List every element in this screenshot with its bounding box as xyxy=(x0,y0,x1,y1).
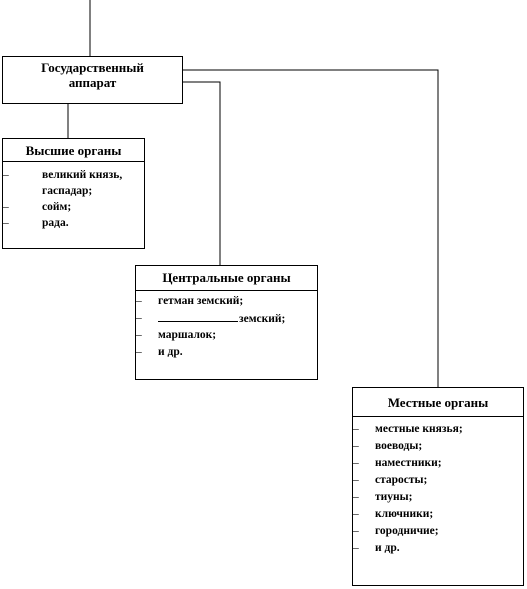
local-item-text: ключники; xyxy=(375,508,434,520)
list-item xyxy=(3,199,144,215)
central-organs-list xyxy=(136,293,317,361)
local-item-text: городничие; xyxy=(375,525,439,537)
state-apparatus-title-line2: аппарат xyxy=(68,75,117,90)
dash-marker: – xyxy=(3,217,9,229)
higher-organs-list xyxy=(3,167,144,231)
dash-marker: – xyxy=(3,169,9,181)
dash-marker: – xyxy=(353,525,359,537)
dash-marker: – xyxy=(136,312,142,324)
dash-marker: – xyxy=(353,491,359,503)
blank-underline xyxy=(158,310,238,322)
local-organs-box xyxy=(352,387,524,586)
list-item xyxy=(3,215,144,231)
higher-item-text: сойм; xyxy=(42,201,72,213)
central-organs-box xyxy=(135,265,318,380)
local-item-text: и др. xyxy=(375,542,400,554)
dash-marker: – xyxy=(353,423,359,435)
list-item xyxy=(353,455,523,472)
list-item xyxy=(136,344,317,361)
list-item xyxy=(136,293,317,310)
list-item xyxy=(136,310,317,327)
central-item-blank-row xyxy=(158,310,285,328)
central-organs-divider xyxy=(136,290,317,291)
list-item xyxy=(353,489,523,506)
dash-marker: – xyxy=(136,329,142,341)
dash-marker: – xyxy=(353,542,359,554)
local-item-text: наместники; xyxy=(375,457,442,469)
local-item-text: старосты; xyxy=(375,474,428,486)
state-apparatus-title-line1: Государственный xyxy=(41,60,144,75)
central-organs-title: Центральные органы xyxy=(162,270,291,285)
dash-marker: – xyxy=(3,201,9,213)
list-item xyxy=(3,183,144,199)
local-item-text: воеводы; xyxy=(375,440,423,452)
dash-marker: – xyxy=(353,508,359,520)
central-item-text: гетман земский; xyxy=(158,295,244,307)
higher-item-text: рада. xyxy=(42,217,69,229)
list-item xyxy=(136,327,317,344)
dash-marker: – xyxy=(353,457,359,469)
central-item-text: и др. xyxy=(158,346,183,358)
higher-organs-box xyxy=(2,138,145,249)
local-item-text: тиуны; xyxy=(375,491,413,503)
local-organs-divider xyxy=(353,416,523,417)
dash-marker: – xyxy=(353,474,359,486)
list-item xyxy=(353,506,523,523)
connector-to-central xyxy=(183,82,220,265)
central-item-text: земский; xyxy=(239,313,286,325)
local-organs-title: Местные органы xyxy=(387,395,489,410)
local-item-text: местные князья; xyxy=(375,423,463,435)
state-apparatus-box xyxy=(2,56,183,104)
higher-item-text: великий князь, xyxy=(42,169,123,181)
higher-organs-divider xyxy=(3,161,144,162)
state-apparatus-title xyxy=(3,57,182,90)
dash-marker: – xyxy=(136,346,142,358)
higher-organs-title: Высшие органы xyxy=(25,143,122,158)
higher-item-text: гаспадар; xyxy=(42,185,93,197)
list-item xyxy=(353,438,523,455)
central-item-text: маршалок; xyxy=(158,329,217,341)
list-item xyxy=(353,472,523,489)
local-organs-list xyxy=(353,421,523,557)
list-item xyxy=(353,421,523,438)
list-item xyxy=(3,167,144,183)
list-item xyxy=(353,540,523,557)
dash-marker: – xyxy=(353,440,359,452)
list-item xyxy=(353,523,523,540)
dash-marker: – xyxy=(136,295,142,307)
